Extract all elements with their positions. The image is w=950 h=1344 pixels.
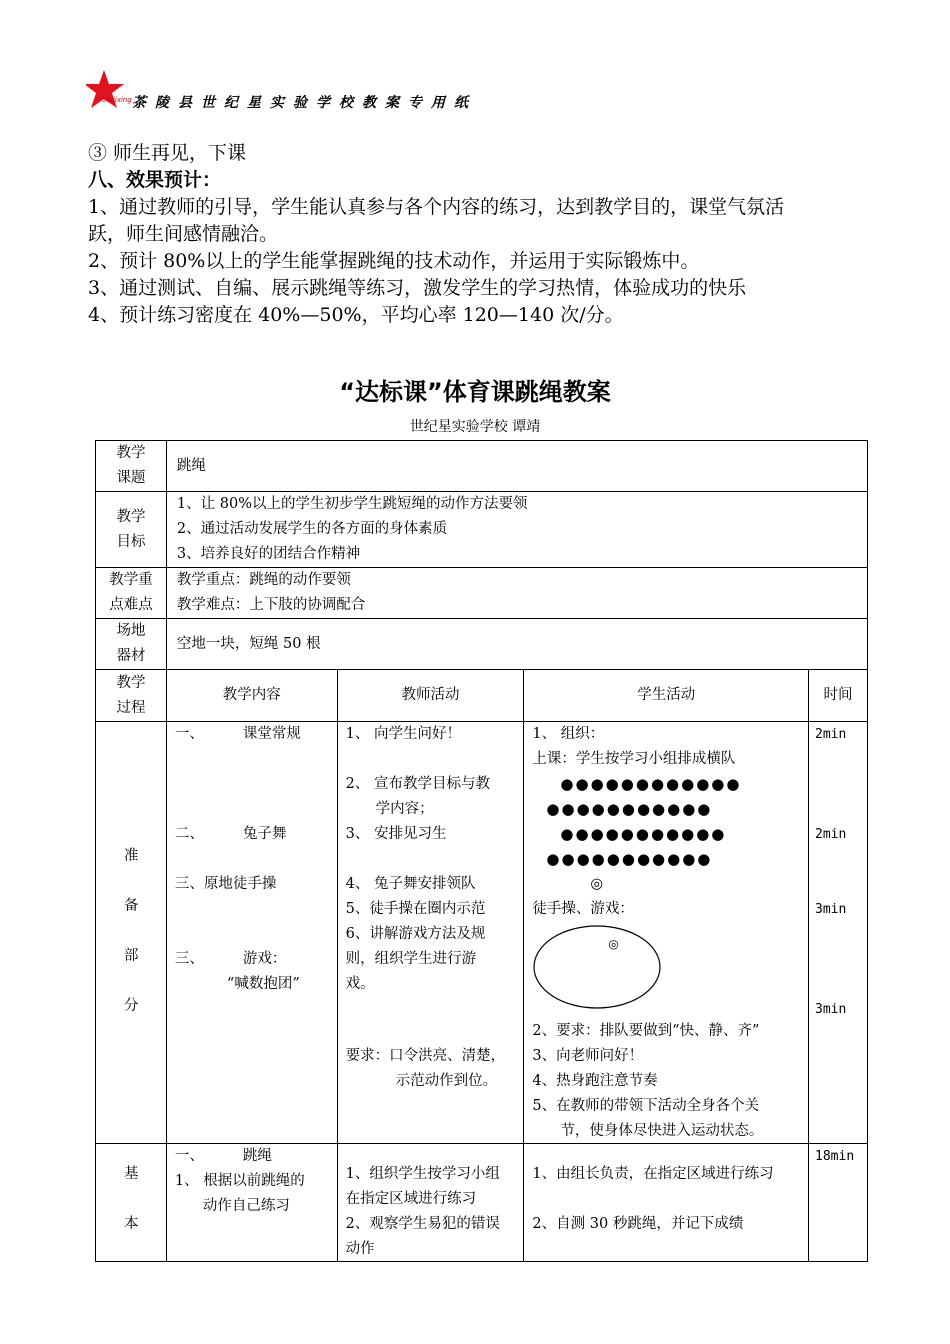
- content-text: 1、 根据以前跳绳的: [174, 1173, 305, 1189]
- student-text: 1、 组织：: [532, 726, 605, 742]
- header-time: 时间: [809, 670, 868, 722]
- content-text: 游戏：: [242, 951, 287, 967]
- document-title: “达标课”体育课跳绳教案: [339, 378, 611, 406]
- label-char: 本: [124, 1216, 139, 1232]
- time-value: 3min: [815, 1002, 847, 1017]
- basic-student-cell: [524, 1144, 809, 1262]
- label-line: 器材: [116, 648, 146, 664]
- basic-teacher-cell: [337, 1144, 524, 1262]
- label-line: 教学重: [109, 572, 153, 588]
- key-points-cell: [166, 568, 867, 619]
- row-label: [96, 492, 167, 568]
- basic-time-cell: [809, 1144, 868, 1262]
- intro-line: 跃，师生间感情融洽。: [88, 223, 279, 245]
- student-text: 4、热身跑注意节奏: [532, 1073, 658, 1089]
- header-content: 教学内容: [166, 670, 337, 722]
- content-text: “喊数抱团”: [226, 976, 300, 992]
- header-student: 学生活动: [524, 670, 809, 722]
- topic-value: 跳绳: [166, 441, 867, 492]
- formation-row: ●●●●●●●●●●●●: [560, 775, 742, 793]
- table-header-row: [96, 670, 868, 722]
- row-label: [96, 568, 167, 619]
- row-label: [96, 441, 167, 492]
- teacher-text: 则，组织学生进行游: [345, 951, 477, 967]
- teacher-text: 1、 向学生问好！: [345, 726, 462, 742]
- label-line: 教学: [116, 445, 146, 461]
- section-heading: 八、效果预计：: [88, 169, 222, 191]
- intro-line: 1、通过教师的引导，学生能认真参与各个内容的练习，达到教学目的，课堂气氛活: [88, 196, 785, 218]
- teacher-text: 3、 安排见习生: [345, 826, 447, 842]
- table-row: [96, 619, 868, 670]
- teacher-text: 6、讲解游戏方法及规: [345, 926, 486, 942]
- time-value: 2min: [815, 827, 847, 842]
- content-text: 三、原地徒手操: [174, 876, 277, 892]
- content-text: 一、: [174, 1148, 204, 1164]
- row-label: [96, 670, 167, 722]
- document-author: 世纪星实验学校 谭靖: [409, 419, 541, 435]
- key-point: 教学难点：上下肢的协调配合: [176, 597, 366, 613]
- content-text: 兔子舞: [242, 826, 287, 842]
- goal-item: 2、通过活动发展学生的各方面的身体素质: [176, 521, 448, 537]
- table-row: [96, 492, 868, 568]
- content-text: 一、: [174, 726, 204, 742]
- label-line: 教学: [116, 508, 146, 525]
- label-char: 准: [124, 848, 139, 864]
- intro-line: 4、预计练习密度在 40%—50%，平均心率 120—140 次/分。: [88, 304, 624, 326]
- teacher-text: 4、 兔子舞安排领队: [345, 876, 476, 892]
- intro-section: [88, 140, 888, 329]
- row-label: [96, 1144, 167, 1262]
- student-text: 徒手操、游戏：: [532, 901, 634, 917]
- label-char: 备: [124, 898, 139, 914]
- formation-row: ●●●●●●●●●●●: [546, 800, 713, 818]
- table-row-prep: [96, 722, 868, 1144]
- prep-teacher-cell: [337, 722, 524, 1144]
- basic-content-cell: [166, 1144, 337, 1262]
- label-line: 场地: [116, 623, 146, 639]
- formation-row: ●●●●●●●●●●●: [560, 825, 727, 843]
- time-value: 2min: [815, 727, 847, 742]
- student-text: 1、由组长负责，在指定区域进行练习: [532, 1166, 774, 1182]
- lesson-plan-table: [95, 440, 868, 1262]
- row-label: [96, 722, 167, 1144]
- prep-time-cell: [809, 722, 868, 1144]
- prep-student-cell: [524, 722, 809, 1144]
- school-name: 茶陵县世纪星实验学校教案专用纸: [132, 95, 477, 111]
- row-label: [96, 619, 167, 670]
- teacher-text: 2、 宣布教学目标与教: [345, 776, 491, 792]
- student-text: 2、自测 30 秒跳绳，并记下成绩: [532, 1216, 744, 1232]
- label-line: 过程: [116, 699, 146, 716]
- goal-item: 3、培养良好的团结合作精神: [176, 546, 361, 562]
- brand-text: Shijixing: [102, 96, 132, 104]
- teacher-text: 要求：口令洪亮、清楚，: [345, 1048, 506, 1064]
- label-char: 基: [124, 1166, 139, 1182]
- prep-content-cell: [166, 722, 337, 1144]
- label-char: 部: [124, 948, 139, 964]
- formation-row: ●●●●●●●●●●●: [546, 850, 713, 868]
- teacher-text: 示范动作到位。: [395, 1073, 498, 1089]
- goals-cell: [166, 492, 867, 568]
- table-row-basic: [96, 1144, 868, 1262]
- content-text: 课堂常规: [242, 726, 301, 742]
- teacher-text: 戏。: [345, 976, 375, 992]
- student-text: 5、在教师的带领下活动全身各个关: [532, 1098, 760, 1114]
- content-text: 跳绳: [242, 1148, 272, 1164]
- teacher-text: 1、组织学生按学习小组: [345, 1166, 500, 1182]
- content-text: 动作自己练习: [202, 1198, 290, 1214]
- label-line: 课题: [116, 470, 146, 486]
- content-text: 三、: [174, 951, 204, 967]
- intro-line: ③ 师生再见，下课: [88, 142, 247, 164]
- student-text: 节，使身体尽快进入运动状态。: [560, 1123, 764, 1139]
- student-text: 上课：学生按学习小组排成横队: [532, 751, 736, 767]
- label-line: 目标: [116, 533, 146, 550]
- time-value: 3min: [815, 902, 847, 917]
- table-row: [96, 568, 868, 619]
- teacher-position-mark: ◎: [590, 876, 604, 892]
- goal-item: 1、让 80%以上的学生初步学生跳短绳的动作方法要领: [176, 496, 528, 512]
- teacher-text: 动作: [345, 1241, 375, 1257]
- student-text: 2、要求：排队要做到“快、静、齐”: [532, 1023, 760, 1039]
- content-text: 二、: [174, 826, 204, 842]
- game-circle-diagram: [532, 924, 662, 1010]
- label-line: 点难点: [109, 597, 153, 613]
- header-teacher: 教师活动: [337, 670, 524, 722]
- key-point: 教学重点：跳绳的动作要领: [176, 572, 351, 588]
- table-row: [96, 441, 868, 492]
- teacher-text: 2、观察学生易犯的错误: [345, 1216, 500, 1232]
- teacher-text: 在指定区域进行练习: [345, 1191, 477, 1207]
- teacher-text: 学内容；: [375, 801, 434, 817]
- red-star-logo: [86, 68, 130, 112]
- intro-line: 3、通过测试、自编、展示跳绳等练习，激发学生的学习热情，体验成功的快乐: [88, 277, 747, 299]
- intro-line: 2、预计 80%以上的学生能掌握跳绳的技术动作，并运用于实际锻炼中。: [88, 250, 700, 272]
- letterhead: [86, 68, 606, 118]
- label-line: 教学: [116, 674, 146, 691]
- time-value: 18min: [815, 1149, 855, 1164]
- label-char: 分: [124, 998, 139, 1014]
- venue-value: 空地一块，短绳 50 根: [166, 619, 867, 670]
- circle-center-mark: ◎: [608, 937, 619, 951]
- student-text: 3、向老师问好！: [532, 1048, 644, 1064]
- teacher-text: 5、徒手操在圈内示范: [345, 901, 486, 917]
